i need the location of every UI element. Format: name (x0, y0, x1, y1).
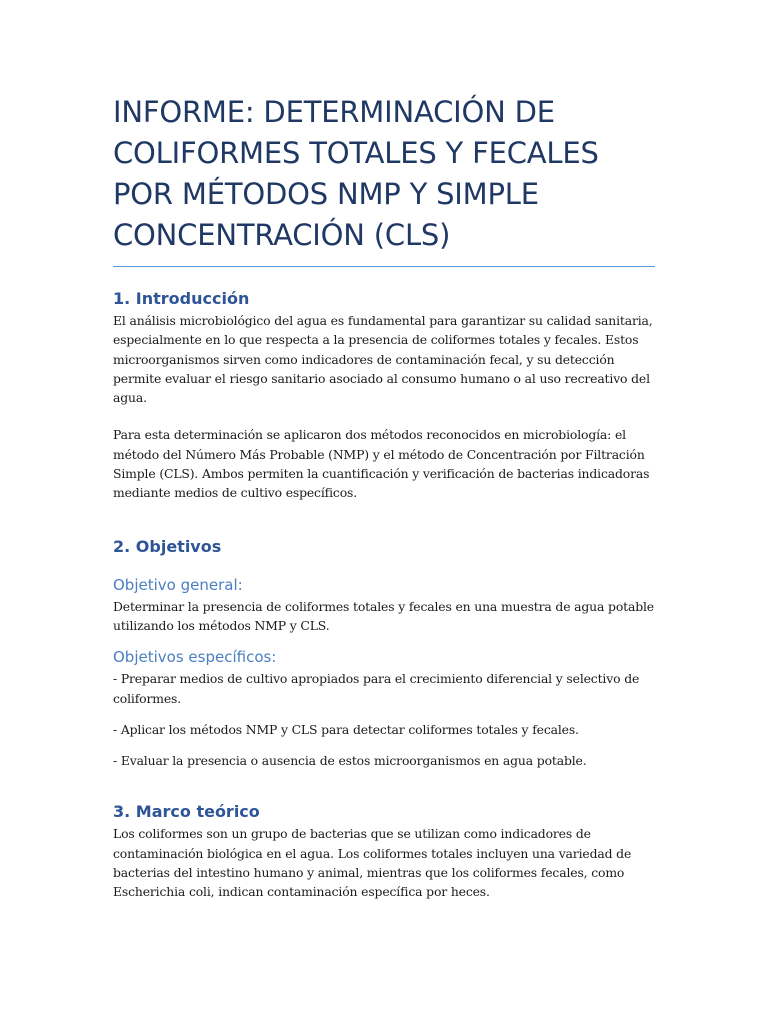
introduction-paragraph: Para esta determinación se aplicaron dos métodos reconocidos en microbiología: el método del Número Más Probable (NMP) y el método de Concentración por Filtración Simple (CLS). Ambos permiten la cuantificación y verificación de bacterias indicadoras mediante medios de cultivo específicos. (113, 427, 650, 501)
introduction-paragraph: El análisis microbiológico del agua es fundamental para garantizar su calidad sanitaria, especialmente en lo que respecta a la presencia de coliformes totales y fecales. Estos microorganismos sirven como indicadores de contaminación fecal, y su detección permite evaluar el riesgo sanitario asociado al consumo humano o al uso recreativo del agua. (113, 313, 653, 406)
section-heading-introduction: 1. Introducción (113, 289, 250, 308)
specific-objective-item: - Evaluar la presencia o ausencia de estos microorganismos en agua potable. (113, 753, 587, 769)
specific-objective-item: - Preparar medios de cultivo apropiados para el crecimiento diferencial y selectivo de coliformes. (113, 671, 640, 706)
subheading-general-objective: Objetivo general: (113, 575, 243, 594)
document-page (113, 92, 655, 902)
document-title: INFORME: DETERMINACIÓN DE COLIFORMES TOTALES Y FECALES POR MÉTODOS NMP Y SIMPLE CONCENTRACIÓN (CLS) (113, 92, 655, 267)
subheading-specific-objectives: Objetivos específicos: (113, 648, 277, 667)
specific-objective-item: - Aplicar los métodos NMP y CLS para detectar coliformes totales y fecales. (113, 721, 579, 737)
general-objective-text: Determinar la presencia de coliformes totales y fecales en una muestra de agua potable utilizando los métodos NMP y CLS. (113, 598, 654, 633)
theory-paragraph: Los coliformes son un grupo de bacterias que se utilizan como indicadores de contaminación biológica en el agua. Los coliformes totales incluyen una variedad de bacterias del intestino humano y animal, mientras que los coliformes fecales, como Escherichia coli, indican contaminación específica por heces. (113, 826, 632, 900)
section-heading-theory: 3. Marco teórico (113, 802, 260, 822)
section-heading-objectives: 2. Objetivos (113, 536, 222, 556)
